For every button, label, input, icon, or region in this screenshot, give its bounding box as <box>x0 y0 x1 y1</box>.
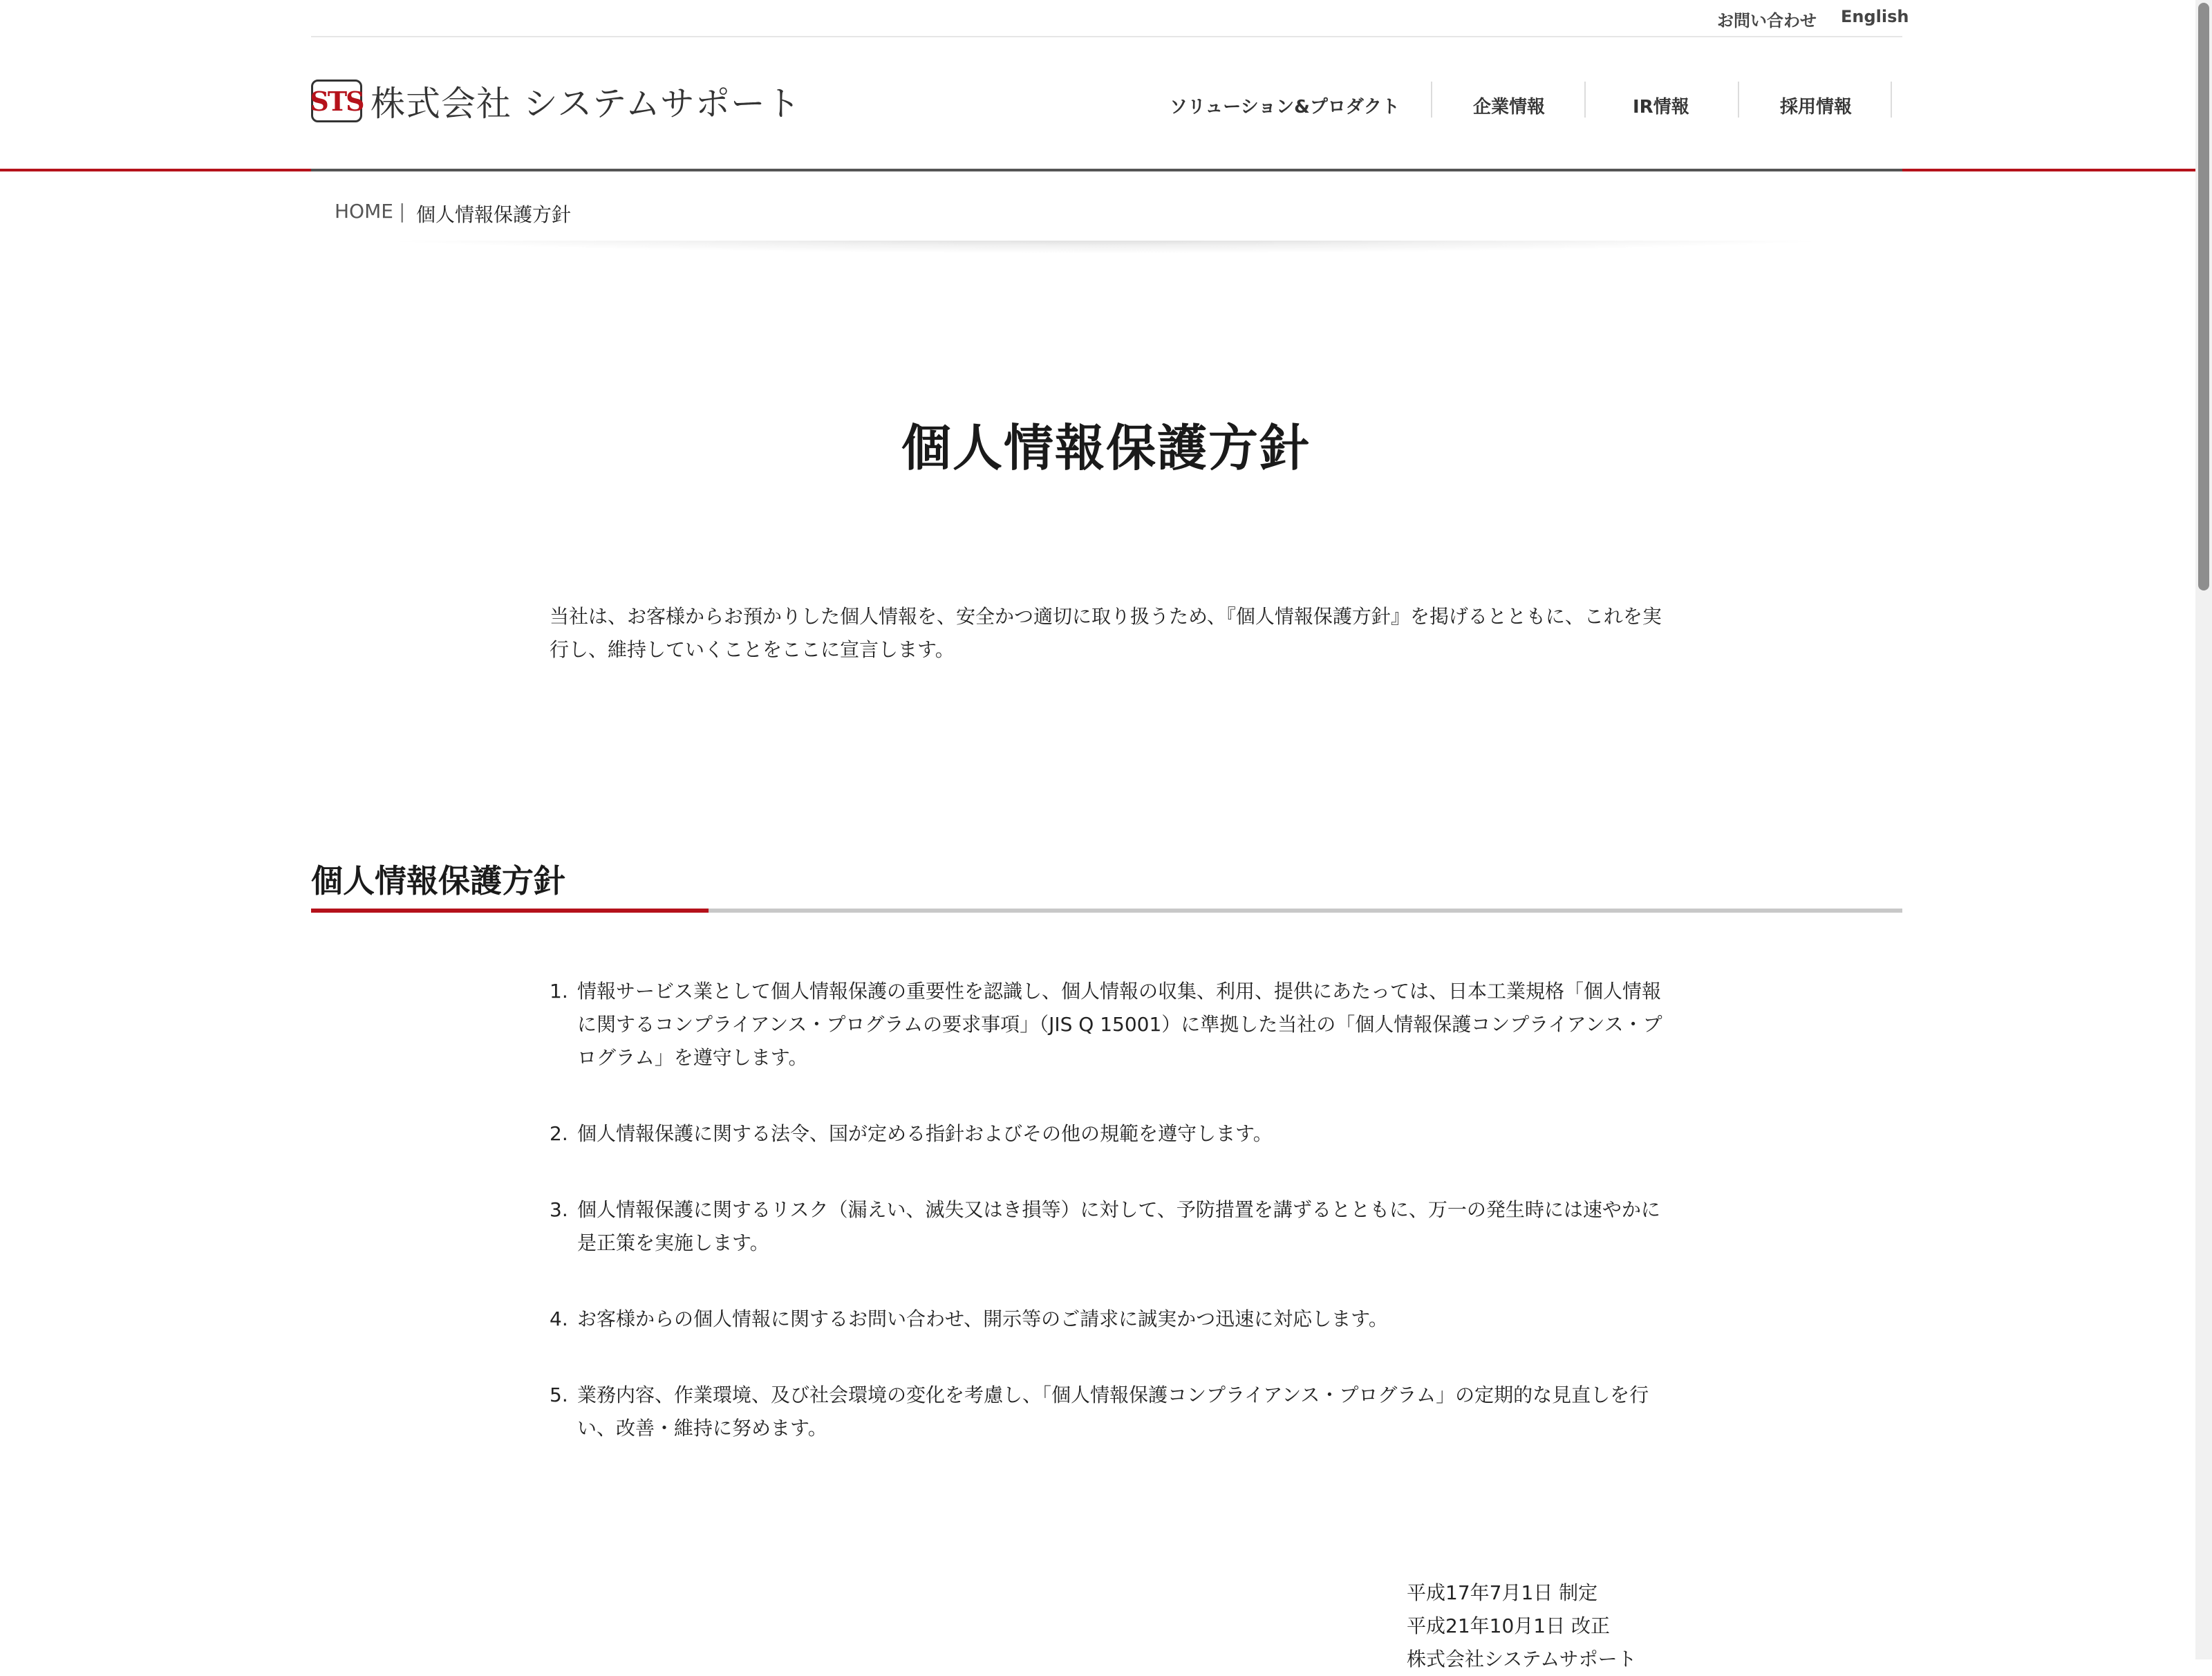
policy-item <box>550 975 1669 1074</box>
utility-divider <box>311 36 1902 37</box>
nav-ir-info[interactable]: IR情報 <box>1633 97 1689 118</box>
established-date: 平成17年7月1日 制定 <box>1407 1581 1598 1604</box>
policy-number: 4. <box>550 1307 568 1330</box>
policy-item <box>550 1193 1669 1260</box>
header-rule-left <box>0 169 311 171</box>
policy-text: 個人情報保護に関するリスク（漏えい、滅失又はき損等）に対して、予防措置を講ずるとともに、万一の発生時には速やかに是正策を実施します。 <box>577 1198 1660 1254</box>
policy-text: 情報サービス業として個人情報保護の重要性を認識し、個人情報の収集、利用、提供にあたっては、日本工業規格「個人情報に関するコンプライアンス・プログラムの要求事項」（JIS Q 15001）に準拠した当社の「個人情報保護コンプライアンス・プログラム」を遵守します。 <box>577 980 1662 1069</box>
nav-separator <box>1431 82 1432 118</box>
intro-text: 当社は、お客様からお預かりした個人情報を、安全かつ適切に取り扱うため、『個人情報保護方針』を掲げるとともに、これを実行し、維持していくことをここに宣言します。 <box>550 605 1662 661</box>
policy-text: 業務内容、作業環境、及び社会環境の変化を考慮し、「個人情報保護コンプライアンス・プログラム」の定期的な見直しを行い、改善・維持に努めます。 <box>577 1384 1649 1440</box>
policy-item <box>550 1303 1669 1336</box>
breadcrumb-current: 個人情報保護方針 <box>416 203 572 226</box>
scrollbar-thumb[interactable] <box>2198 3 2209 590</box>
policy-text: お客様からの個人情報に関するお問い合わせ、開示等のご請求に誠実かつ迅速に対応します。 <box>577 1307 1388 1330</box>
policy-number: 2. <box>550 1122 568 1145</box>
company-logo[interactable] <box>311 77 801 124</box>
nav-company-info[interactable]: 企業情報 <box>1473 97 1546 118</box>
section-title: 個人情報保護方針 <box>311 862 565 900</box>
header-rule-right <box>1902 169 2212 171</box>
policy-list <box>550 975 1669 1488</box>
section-underline-accent <box>311 909 709 913</box>
company-name: 株式会社 システムサポート <box>371 84 801 124</box>
nav-separator <box>1891 82 1892 118</box>
breadcrumb-separator: | <box>399 200 406 223</box>
policy-number: 1. <box>550 980 568 1003</box>
policy-number: 5. <box>550 1384 568 1406</box>
revised-date: 平成21年10月1日 改正 <box>1407 1614 1610 1637</box>
sts-logo-mark: STS <box>311 80 362 122</box>
page-title: 個人情報保護方針 <box>901 419 1311 477</box>
policy-signature <box>1407 1576 1637 1676</box>
nav-recruit-info[interactable]: 採用情報 <box>1780 97 1853 118</box>
nav-separator <box>1584 82 1586 118</box>
policy-number: 3. <box>550 1198 568 1221</box>
breadcrumb-home-link[interactable]: HOME <box>335 200 393 223</box>
contact-link[interactable]: お問い合わせ <box>1717 11 1817 30</box>
policy-text: 個人情報保護に関する法令、国が定める指針およびその他の規範を遵守します。 <box>577 1122 1273 1145</box>
company-signature: 株式会社システムサポート <box>1407 1648 1637 1670</box>
english-link[interactable]: English <box>1841 7 1909 26</box>
nav-solutions-products[interactable]: ソリューション&プロダクト <box>1170 97 1400 118</box>
nav-separator <box>1738 82 1739 118</box>
policy-item <box>550 1379 1669 1445</box>
policy-item <box>550 1117 1669 1151</box>
